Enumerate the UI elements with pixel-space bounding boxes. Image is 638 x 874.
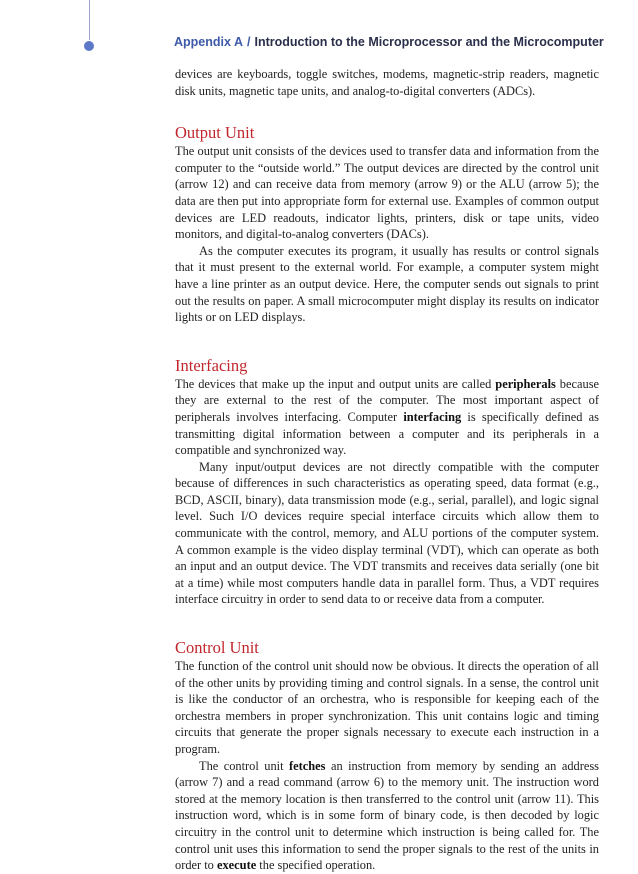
term-peripherals: peripherals: [495, 376, 556, 391]
term-interfacing: interfacing: [403, 409, 462, 424]
text-run: an instruction from memory by sending an address (arrow 7) and a read command (arrow 6) to the memory unit. The instruction word stored at the memory location is then transferred to the control unit (arrow 11). This instruction word, which is in some form of binary code, is then decoded by logic circuitry in the control unit to determine which instruction is being called for. The control unit uses this information to send the proper signals to the rest of the units in order to: [175, 758, 599, 873]
page-body: [175, 66, 599, 874]
header-title: Introduction to the Microprocessor and the Microcomputer: [254, 35, 604, 49]
interfacing-paragraph-2: Many input/output devices are not directly compatible with the computer because of differences in such characteristics as operating speed, data format (e.g., BCD, ASCII, binary), data transmission mode (e.g., serial, parallel), and logic signal level. Such I/O devices require special interface circuits which allow them to communicate with the control, memory, and ALU portions of the computer system. A common example is the video display terminal (VDT), which can operate as both an input and an output device. The VDT transmits and receives data serially (one bit at a time) while most computers handle data in parallel form. Thus, a VDT requires interface circuitry in order to send data to or receive data from a computer.: [175, 459, 599, 607]
text-run: because they are external to the rest of the computer. The most important aspect of peripherals involves interfacing. Computer: [175, 376, 600, 424]
margin-bullet-icon: [84, 41, 94, 51]
margin-rule: [89, 0, 90, 40]
control-unit-paragraph-2: [175, 758, 599, 874]
heading-interfacing: Interfacing: [175, 355, 248, 375]
text-run: is specifically defined as transmitting digital information between a computer and its peripherals in a compatible and synchronized way.: [175, 409, 599, 458]
intro-paragraph: devices are keyboards, toggle switches, modems, magnetic-strip readers, magnetic disk units, magnetic tape units, and analog-to-digital converters (ADCs).: [175, 67, 599, 98]
heading-output-unit: Output Unit: [175, 123, 255, 143]
heading-control-unit: Control Unit: [175, 638, 259, 658]
appendix-label: Appendix A: [174, 35, 243, 49]
term-execute: execute: [216, 858, 257, 873]
running-header: [174, 35, 614, 49]
header-separator: /: [246, 35, 251, 49]
control-unit-paragraph-1: The function of the control unit should now be obvious. It directs the operation of all of the other units by providing timing and control signals. In a sense, the control unit is like the conductor of an orchestra, who is responsible for keeping each of the orchestra members in proper synchronization. This unit contains logic and timing circuits that generate the proper signals necessary to execute each instruction in a program.: [175, 659, 599, 756]
text-run: The control unit: [199, 758, 290, 773]
text-run: The devices that make up the input and output units are called: [175, 376, 496, 391]
output-unit-paragraph-2: As the computer executes its program, it usually has results or control signals that it must present to the external world. For example, a computer system might have a line printer as an output device. Here, the computer sends out signals to print out the results on paper. A small microcomputer might display its results on indicator lights or on LED displays.: [175, 243, 599, 325]
interfacing-paragraph-1: [175, 376, 599, 459]
term-fetches: fetches: [289, 758, 326, 773]
output-unit-paragraph-1: The output unit consists of the devices used to transfer data and information from the computer to the “outside world.” The output devices are directed by the control unit (arrow 12) and can receive data from memory (arrow 9) or the ALU (arrow 5); the data are then put into appropriate form for external use. Examples of common output devices are LED readouts, indicator lights, printers, disk or tape units, video monitors, and digital-to-analog converters (DACs).: [175, 144, 599, 242]
text-run: the specified operation.: [256, 858, 376, 873]
